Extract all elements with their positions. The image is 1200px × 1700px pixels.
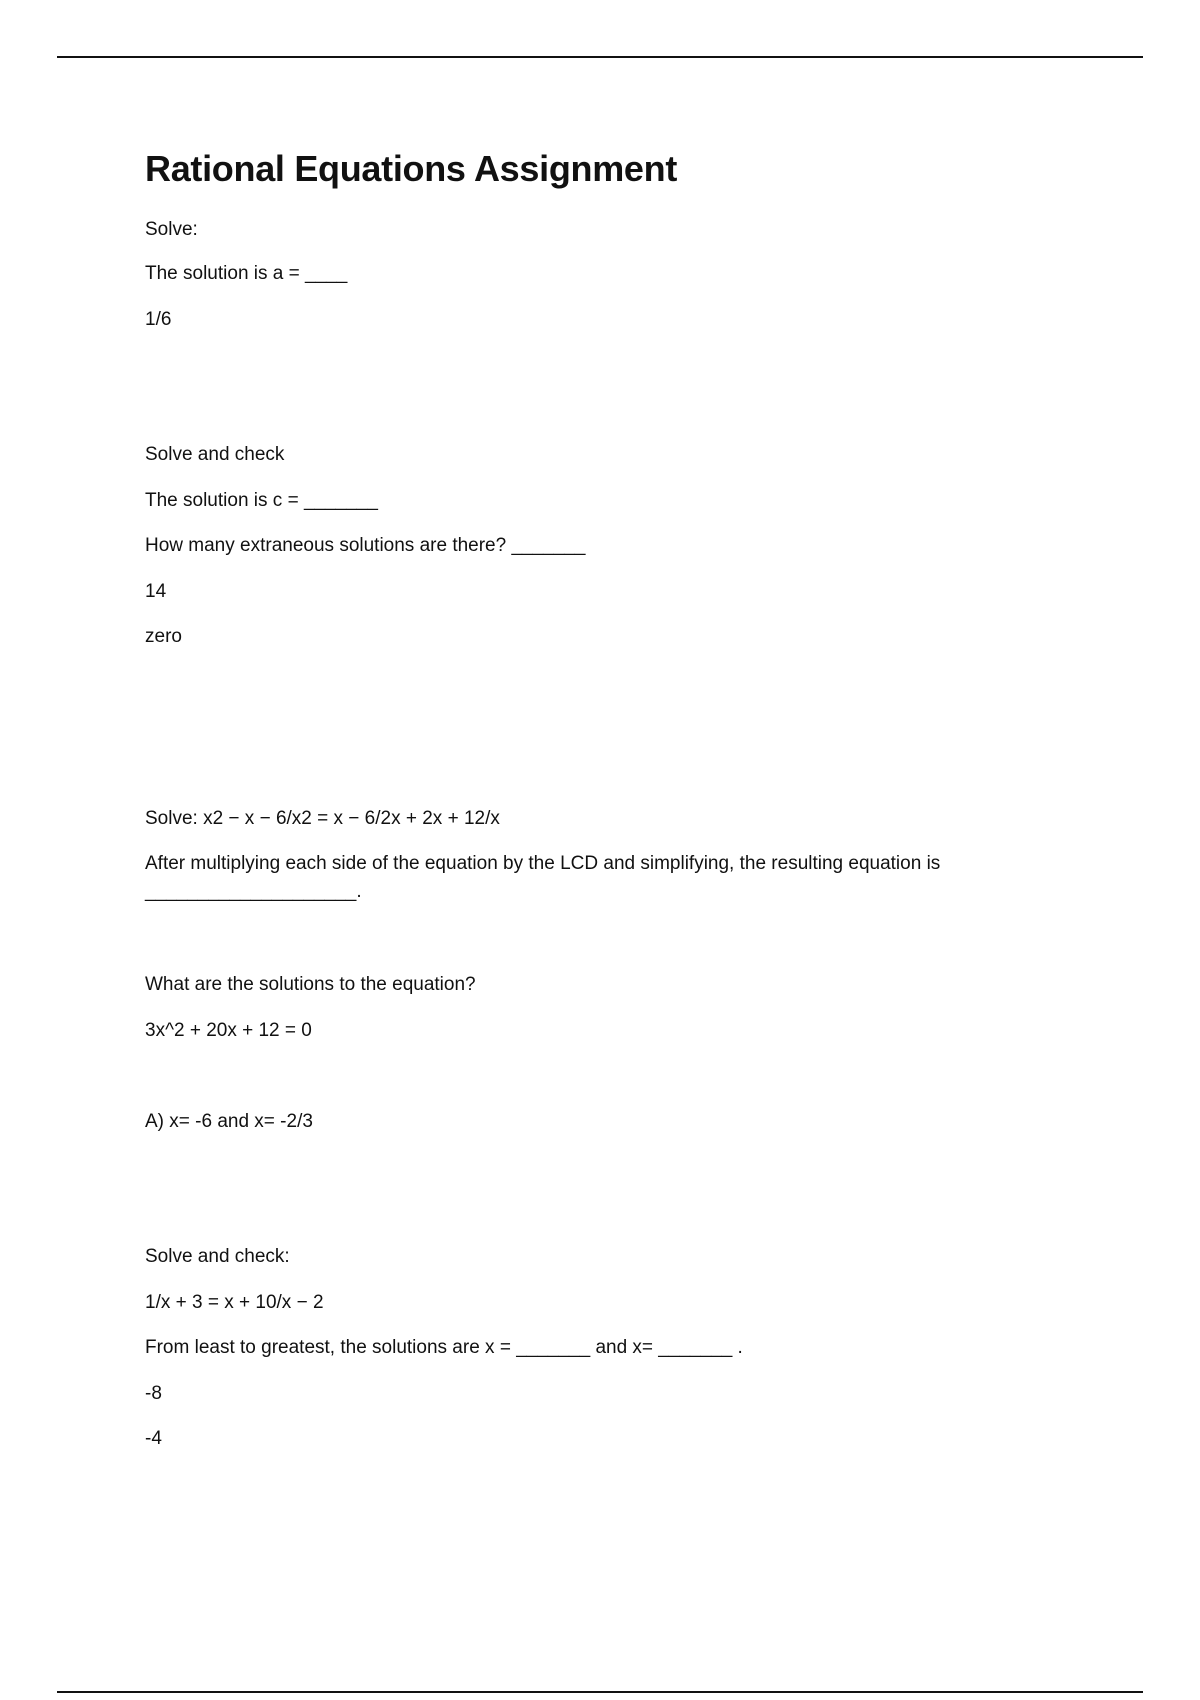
q3-blank: ____________________. [145, 881, 362, 902]
q4-instruction: Solve and check: [145, 1246, 290, 1267]
header-rule [57, 56, 1143, 58]
q2-instruction: Solve and check [145, 444, 285, 465]
q3-instruction: After multiplying each side of the equation by the LCD and simplifying, the resulting equation is [145, 853, 941, 874]
q2-question: How many extraneous solutions are there? _______ [145, 535, 586, 556]
q1-answer: 1/6 [145, 309, 172, 330]
q1-instruction: Solve: [145, 219, 198, 240]
q3-question: What are the solutions to the equation? [145, 974, 476, 995]
q4-prompt: From least to greatest, the solutions are x = _______ and x= _______ . [145, 1337, 743, 1358]
q1-prompt: The solution is a = ____ [145, 263, 348, 284]
q3-answer: A) x= -6 and x= -2/3 [145, 1111, 313, 1132]
q4-answer-1: -8 [145, 1383, 162, 1404]
q2-answer-1: 14 [145, 581, 167, 602]
q2-answer-2: zero [145, 626, 182, 647]
q4-answer-2: -4 [145, 1428, 162, 1449]
page-title: Rational Equations Assignment [145, 148, 678, 189]
q2-prompt: The solution is c = _______ [145, 490, 378, 511]
q3-equation: Solve: x2 − x − 6/x2 = x − 6/2x + 2x + 12/x [145, 808, 500, 829]
footer-rule [57, 1691, 1143, 1693]
q3-equation-2: 3x^2 + 20x + 12 = 0 [145, 1020, 312, 1041]
q4-equation: 1/x + 3 = x + 10/x − 2 [145, 1292, 324, 1313]
